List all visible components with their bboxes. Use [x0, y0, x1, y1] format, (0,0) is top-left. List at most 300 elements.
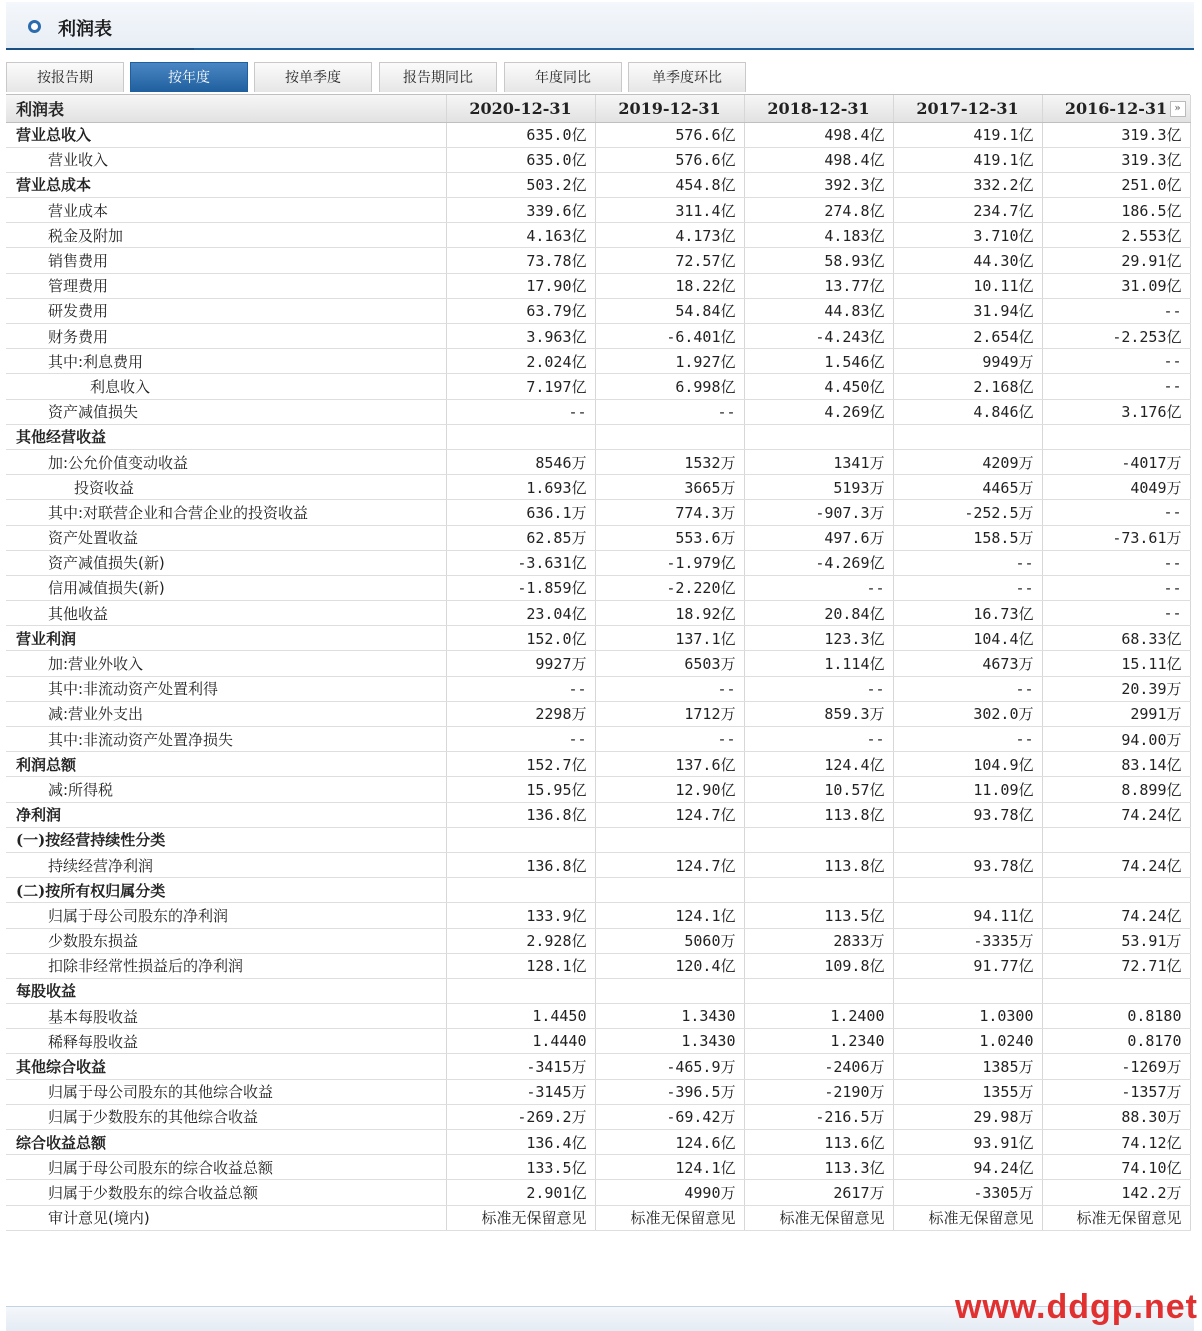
- table-cell: 94.24亿: [893, 1155, 1042, 1180]
- table-cell: 137.6亿: [595, 752, 744, 777]
- table-row: [6, 676, 1190, 701]
- row-label: 其中:非流动资产处置净损失: [6, 727, 446, 752]
- table-cell: --: [1042, 349, 1190, 374]
- table-cell: -3305万: [893, 1180, 1042, 1205]
- table-cell: 标准无保留意见: [893, 1205, 1042, 1230]
- table-row: [6, 827, 1190, 852]
- table-cell: --: [446, 676, 595, 701]
- corner-header: 利润表: [6, 95, 446, 122]
- table-cell: 5193万: [744, 475, 893, 500]
- table-cell: 152.0亿: [446, 626, 595, 651]
- table-row: [6, 626, 1190, 651]
- tab-by-year[interactable]: 按年度: [130, 62, 248, 92]
- table-row: [6, 953, 1190, 978]
- table-cell: 1.4450: [446, 1004, 595, 1029]
- row-label: 财务费用: [6, 324, 446, 349]
- table-cell: 113.8亿: [744, 802, 893, 827]
- table-cell: --: [893, 727, 1042, 752]
- table-cell: 29.91亿: [1042, 248, 1190, 273]
- table-row: [6, 1079, 1190, 1104]
- table-cell: 124.7亿: [595, 852, 744, 877]
- table-cell: 8546万: [446, 449, 595, 474]
- table-cell: 123.3亿: [744, 626, 893, 651]
- table-cell: --: [1042, 550, 1190, 575]
- table-cell: [893, 827, 1042, 852]
- table-cell: -4017万: [1042, 449, 1190, 474]
- table-cell: 93.78亿: [893, 852, 1042, 877]
- table-cell: 1712万: [595, 701, 744, 726]
- table-cell: --: [1042, 374, 1190, 399]
- table-cell: [744, 424, 893, 449]
- table-cell: [1042, 827, 1190, 852]
- row-label: 加:营业外收入: [6, 651, 446, 676]
- row-label: 其中:对联营企业和合营企业的投资收益: [6, 500, 446, 525]
- row-label: 归属于母公司股东的净利润: [6, 903, 446, 928]
- table-cell: [1042, 878, 1190, 903]
- table-row: [6, 575, 1190, 600]
- table-cell: [595, 878, 744, 903]
- row-label: 归属于少数股东的其他综合收益: [6, 1104, 446, 1129]
- table-cell: 4.450亿: [744, 374, 893, 399]
- page-header: [6, 2, 1194, 50]
- table-cell: --: [893, 575, 1042, 600]
- table-cell: 2.654亿: [893, 324, 1042, 349]
- table-cell: 136.8亿: [446, 852, 595, 877]
- table-cell: 63.79亿: [446, 298, 595, 323]
- table-cell: 1355万: [893, 1079, 1042, 1104]
- table-cell: -2406万: [744, 1054, 893, 1079]
- table-row: [6, 928, 1190, 953]
- row-label: 少数股东损益: [6, 928, 446, 953]
- table-row: [6, 1130, 1190, 1155]
- column-header: 2019-12-31: [595, 95, 744, 122]
- table-row: [6, 223, 1190, 248]
- table-cell: 2833万: [744, 928, 893, 953]
- table-cell: 2617万: [744, 1180, 893, 1205]
- table-cell: 10.57亿: [744, 777, 893, 802]
- table-cell: 251.0亿: [1042, 172, 1190, 197]
- table-cell: 332.2亿: [893, 172, 1042, 197]
- table-cell: 88.30万: [1042, 1104, 1190, 1129]
- table-cell: 91.77亿: [893, 953, 1042, 978]
- table-cell: --: [446, 399, 595, 424]
- table-cell: [595, 978, 744, 1003]
- table-cell: 3.176亿: [1042, 399, 1190, 424]
- table-cell: -1.979亿: [595, 550, 744, 575]
- table-cell: [893, 978, 1042, 1003]
- table-cell: --: [1042, 575, 1190, 600]
- table-row: [6, 122, 1190, 147]
- table-cell: 1.3430: [595, 1004, 744, 1029]
- table-row: [6, 1104, 1190, 1129]
- table-cell: --: [595, 399, 744, 424]
- table-cell: -4.243亿: [744, 324, 893, 349]
- table-cell: 72.71亿: [1042, 953, 1190, 978]
- table-cell: 136.4亿: [446, 1130, 595, 1155]
- table-cell: 4465万: [893, 475, 1042, 500]
- table-row: [6, 903, 1190, 928]
- table-cell: 498.4亿: [744, 147, 893, 172]
- table-cell: 68.33亿: [1042, 626, 1190, 651]
- table-cell: 3665万: [595, 475, 744, 500]
- table-cell: 0.8180: [1042, 1004, 1190, 1029]
- table-header-row: [6, 95, 1190, 122]
- table-cell: 44.30亿: [893, 248, 1042, 273]
- table-cell: 72.57亿: [595, 248, 744, 273]
- table-cell: 113.3亿: [744, 1155, 893, 1180]
- table-cell: 20.39万: [1042, 676, 1190, 701]
- table-cell: --: [744, 676, 893, 701]
- table-cell: 9949万: [893, 349, 1042, 374]
- column-header-last: [1042, 95, 1190, 122]
- table-cell: 17.90亿: [446, 273, 595, 298]
- table-cell: [446, 424, 595, 449]
- table-cell: --: [1042, 298, 1190, 323]
- table-cell: 0.8170: [1042, 1029, 1190, 1054]
- row-label: 营业成本: [6, 198, 446, 223]
- tab-by-report-period[interactable]: 按报告期: [6, 62, 124, 92]
- table-cell: 4.183亿: [744, 223, 893, 248]
- row-label: 其他收益: [6, 601, 446, 626]
- table-cell: -3145万: [446, 1079, 595, 1104]
- table-cell: [744, 978, 893, 1003]
- column-header-text: 2016-12-31: [1064, 98, 1168, 118]
- row-label: 资产减值损失(新): [6, 550, 446, 575]
- row-label: 研发费用: [6, 298, 446, 323]
- table-cell: 3.710亿: [893, 223, 1042, 248]
- table-cell: 311.4亿: [595, 198, 744, 223]
- table-cell: 54.84亿: [595, 298, 744, 323]
- table-cell: [893, 424, 1042, 449]
- table-row: [6, 525, 1190, 550]
- table-row: [6, 1029, 1190, 1054]
- row-label: 销售费用: [6, 248, 446, 273]
- table-cell: 120.4亿: [595, 953, 744, 978]
- table-cell: 6503万: [595, 651, 744, 676]
- table-cell: 4.269亿: [744, 399, 893, 424]
- table-cell: -907.3万: [744, 500, 893, 525]
- table-cell: 标准无保留意见: [744, 1205, 893, 1230]
- table-cell: 419.1亿: [893, 147, 1042, 172]
- table-cell: 2.168亿: [893, 374, 1042, 399]
- table-cell: -3335万: [893, 928, 1042, 953]
- table-row: [6, 1155, 1190, 1180]
- row-label: 归属于母公司股东的综合收益总额: [6, 1155, 446, 1180]
- row-label: 减:所得税: [6, 777, 446, 802]
- row-label: 管理费用: [6, 273, 446, 298]
- title-underline: [6, 48, 194, 50]
- table-cell: 6.998亿: [595, 374, 744, 399]
- table-cell: 20.84亿: [744, 601, 893, 626]
- table-cell: -465.9万: [595, 1054, 744, 1079]
- table-cell: 1.4440: [446, 1029, 595, 1054]
- table-row: [6, 374, 1190, 399]
- table-cell: 1.0240: [893, 1029, 1042, 1054]
- table-row: [6, 777, 1190, 802]
- table-cell: 83.14亿: [1042, 752, 1190, 777]
- table-cell: -396.5万: [595, 1079, 744, 1104]
- table-cell: 73.78亿: [446, 248, 595, 273]
- table-cell: 1.3430: [595, 1029, 744, 1054]
- table-row: [6, 701, 1190, 726]
- table-cell: 124.1亿: [595, 903, 744, 928]
- table-cell: 8.899亿: [1042, 777, 1190, 802]
- table-cell: 2.901亿: [446, 1180, 595, 1205]
- table-cell: 124.6亿: [595, 1130, 744, 1155]
- table-row: [6, 1180, 1190, 1205]
- row-label: (二)按所有权归属分类: [6, 878, 446, 903]
- row-label: 每股收益: [6, 978, 446, 1003]
- table-cell: 13.77亿: [744, 273, 893, 298]
- table-cell: 124.1亿: [595, 1155, 744, 1180]
- table-cell: 774.3万: [595, 500, 744, 525]
- table-cell: -73.61万: [1042, 525, 1190, 550]
- row-label: 税金及附加: [6, 223, 446, 248]
- table-row: [6, 601, 1190, 626]
- table-cell: 2298万: [446, 701, 595, 726]
- table-cell: 18.22亿: [595, 273, 744, 298]
- table-cell: 104.9亿: [893, 752, 1042, 777]
- row-label: 其中:利息费用: [6, 349, 446, 374]
- table-cell: 339.6亿: [446, 198, 595, 223]
- table-cell: -1.859亿: [446, 575, 595, 600]
- table-cell: 29.98万: [893, 1104, 1042, 1129]
- table-cell: --: [446, 727, 595, 752]
- table-cell: 10.11亿: [893, 273, 1042, 298]
- table-cell: 74.24亿: [1042, 903, 1190, 928]
- table-cell: 133.5亿: [446, 1155, 595, 1180]
- table-cell: 4990万: [595, 1180, 744, 1205]
- table-row: [6, 878, 1190, 903]
- table-cell: --: [744, 575, 893, 600]
- table-cell: 142.2万: [1042, 1180, 1190, 1205]
- table-cell: [595, 424, 744, 449]
- table-cell: 44.83亿: [744, 298, 893, 323]
- table-row: [6, 298, 1190, 323]
- table-cell: 1.693亿: [446, 475, 595, 500]
- table-cell: [893, 878, 1042, 903]
- table-cell: -252.5万: [893, 500, 1042, 525]
- table-row: [6, 324, 1190, 349]
- row-label: 持续经营净利润: [6, 852, 446, 877]
- table-cell: 1.0300: [893, 1004, 1042, 1029]
- table-cell: 104.4亿: [893, 626, 1042, 651]
- table-row: [6, 651, 1190, 676]
- table-cell: 2.553亿: [1042, 223, 1190, 248]
- row-label: 其他综合收益: [6, 1054, 446, 1079]
- row-label: 其中:非流动资产处置利得: [6, 676, 446, 701]
- table-cell: -2190万: [744, 1079, 893, 1104]
- table-cell: -1357万: [1042, 1079, 1190, 1104]
- table-row: [6, 424, 1190, 449]
- row-label: 减:营业外支出: [6, 701, 446, 726]
- table-cell: 302.0万: [893, 701, 1042, 726]
- table-cell: 1.114亿: [744, 651, 893, 676]
- tab-quarter-qoq[interactable]: 单季度环比: [628, 62, 746, 92]
- row-label: 综合收益总额: [6, 1130, 446, 1155]
- table-cell: -216.5万: [744, 1104, 893, 1129]
- table-cell: 4209万: [893, 449, 1042, 474]
- table-cell: 319.3亿: [1042, 122, 1190, 147]
- table-row: [6, 500, 1190, 525]
- table-row: [6, 802, 1190, 827]
- table-row: [6, 273, 1190, 298]
- row-label: 扣除非经常性损益后的净利润: [6, 953, 446, 978]
- table-cell: [595, 827, 744, 852]
- table-cell: --: [744, 727, 893, 752]
- table-row: [6, 852, 1190, 877]
- circle-bullet-icon: [28, 20, 41, 33]
- table-cell: 18.92亿: [595, 601, 744, 626]
- row-label: 营业收入: [6, 147, 446, 172]
- table-row: [6, 752, 1190, 777]
- table-cell: 4.163亿: [446, 223, 595, 248]
- table-cell: 11.09亿: [893, 777, 1042, 802]
- table-row: [6, 1205, 1190, 1230]
- table-cell: 标准无保留意见: [595, 1205, 744, 1230]
- table-cell: 15.95亿: [446, 777, 595, 802]
- table-row: [6, 349, 1190, 374]
- row-label: 营业总收入: [6, 122, 446, 147]
- table-cell: 497.6万: [744, 525, 893, 550]
- table-cell: 15.11亿: [1042, 651, 1190, 676]
- table-cell: -269.2万: [446, 1104, 595, 1129]
- table-cell: 392.3亿: [744, 172, 893, 197]
- table-cell: 319.3亿: [1042, 147, 1190, 172]
- table-cell: 4049万: [1042, 475, 1190, 500]
- table-cell: 16.73亿: [893, 601, 1042, 626]
- row-label: 营业总成本: [6, 172, 446, 197]
- table-row: [6, 1004, 1190, 1029]
- table-cell: 93.78亿: [893, 802, 1042, 827]
- table-cell: 74.24亿: [1042, 802, 1190, 827]
- table-cell: 标准无保留意见: [446, 1205, 595, 1230]
- table-cell: 4.846亿: [893, 399, 1042, 424]
- table-cell: 4.173亿: [595, 223, 744, 248]
- table-cell: [744, 878, 893, 903]
- page-title: 利润表: [58, 19, 112, 40]
- row-label: 基本每股收益: [6, 1004, 446, 1029]
- watermark: www.ddgp.net: [954, 1288, 1198, 1326]
- table-cell: 74.12亿: [1042, 1130, 1190, 1155]
- table-cell: 1532万: [595, 449, 744, 474]
- table-cell: 186.5亿: [1042, 198, 1190, 223]
- row-label: 投资收益: [6, 475, 446, 500]
- table-cell: --: [595, 727, 744, 752]
- table-cell: 576.6亿: [595, 122, 744, 147]
- table-cell: 74.24亿: [1042, 852, 1190, 877]
- table-cell: -2.220亿: [595, 575, 744, 600]
- table-cell: 234.7亿: [893, 198, 1042, 223]
- table-cell: 31.09亿: [1042, 273, 1190, 298]
- row-label: 利润总额: [6, 752, 446, 777]
- table-cell: 124.7亿: [595, 802, 744, 827]
- row-label: 稀释每股收益: [6, 1029, 446, 1054]
- table-cell: 5060万: [595, 928, 744, 953]
- row-label: 资产减值损失: [6, 399, 446, 424]
- table-row: [6, 475, 1190, 500]
- row-label: 归属于母公司股东的其他综合收益: [6, 1079, 446, 1104]
- table-cell: 636.1万: [446, 500, 595, 525]
- column-header: 2018-12-31: [744, 95, 893, 122]
- row-label: 净利润: [6, 802, 446, 827]
- table-cell: 576.6亿: [595, 147, 744, 172]
- table-cell: 128.1亿: [446, 953, 595, 978]
- table-cell: 58.93亿: [744, 248, 893, 273]
- table-cell: 109.8亿: [744, 953, 893, 978]
- row-label: 资产处置收益: [6, 525, 446, 550]
- table-cell: 31.94亿: [893, 298, 1042, 323]
- table-cell: -69.42万: [595, 1104, 744, 1129]
- table-cell: [446, 827, 595, 852]
- row-label: 归属于少数股东的综合收益总额: [6, 1180, 446, 1205]
- table-row: [6, 1054, 1190, 1079]
- table-row: [6, 198, 1190, 223]
- table-cell: 1.546亿: [744, 349, 893, 374]
- table-cell: 419.1亿: [893, 122, 1042, 147]
- table-cell: -6.401亿: [595, 324, 744, 349]
- table-cell: 454.8亿: [595, 172, 744, 197]
- table-cell: 4673万: [893, 651, 1042, 676]
- table-row: [6, 978, 1190, 1003]
- row-label: 营业利润: [6, 626, 446, 651]
- table-cell: 113.5亿: [744, 903, 893, 928]
- table-cell: 1.2340: [744, 1029, 893, 1054]
- table-cell: 7.197亿: [446, 374, 595, 399]
- row-label: 利息收入: [6, 374, 446, 399]
- table-cell: 53.91万: [1042, 928, 1190, 953]
- table-cell: --: [893, 550, 1042, 575]
- table-cell: --: [595, 676, 744, 701]
- table-cell: 158.5万: [893, 525, 1042, 550]
- table-cell: 23.04亿: [446, 601, 595, 626]
- table-cell: 2.928亿: [446, 928, 595, 953]
- tab-annual-yoy[interactable]: 年度同比: [504, 62, 622, 92]
- table-cell: [446, 878, 595, 903]
- table-cell: 152.7亿: [446, 752, 595, 777]
- table-cell: 93.91亿: [893, 1130, 1042, 1155]
- table-cell: 9927万: [446, 651, 595, 676]
- table-cell: 124.4亿: [744, 752, 893, 777]
- table-row: [6, 399, 1190, 424]
- table-row: [6, 550, 1190, 575]
- table-cell: 12.90亿: [595, 777, 744, 802]
- income-statement-table: [6, 94, 1190, 1231]
- table-cell: 94.00万: [1042, 727, 1190, 752]
- table-cell: 113.8亿: [744, 852, 893, 877]
- tab-report-period-yoy[interactable]: 报告期同比: [379, 62, 497, 92]
- table-cell: 635.0亿: [446, 122, 595, 147]
- table-row: [6, 147, 1190, 172]
- tab-by-quarter[interactable]: 按单季度: [254, 62, 372, 92]
- table-row: [6, 449, 1190, 474]
- table-row: [6, 727, 1190, 752]
- table-cell: --: [1042, 500, 1190, 525]
- table-cell: 1.927亿: [595, 349, 744, 374]
- row-label: 加:公允价值变动收益: [6, 449, 446, 474]
- table-cell: 标准无保留意见: [1042, 1205, 1190, 1230]
- table-cell: 503.2亿: [446, 172, 595, 197]
- table-cell: 553.6万: [595, 525, 744, 550]
- table-cell: [446, 978, 595, 1003]
- table-cell: -3.631亿: [446, 550, 595, 575]
- table-cell: [1042, 978, 1190, 1003]
- table-cell: 113.6亿: [744, 1130, 893, 1155]
- double-chevron-right-icon[interactable]: »: [1170, 101, 1186, 117]
- column-header: 2017-12-31: [893, 95, 1042, 122]
- table-cell: [744, 827, 893, 852]
- table-cell: 94.11亿: [893, 903, 1042, 928]
